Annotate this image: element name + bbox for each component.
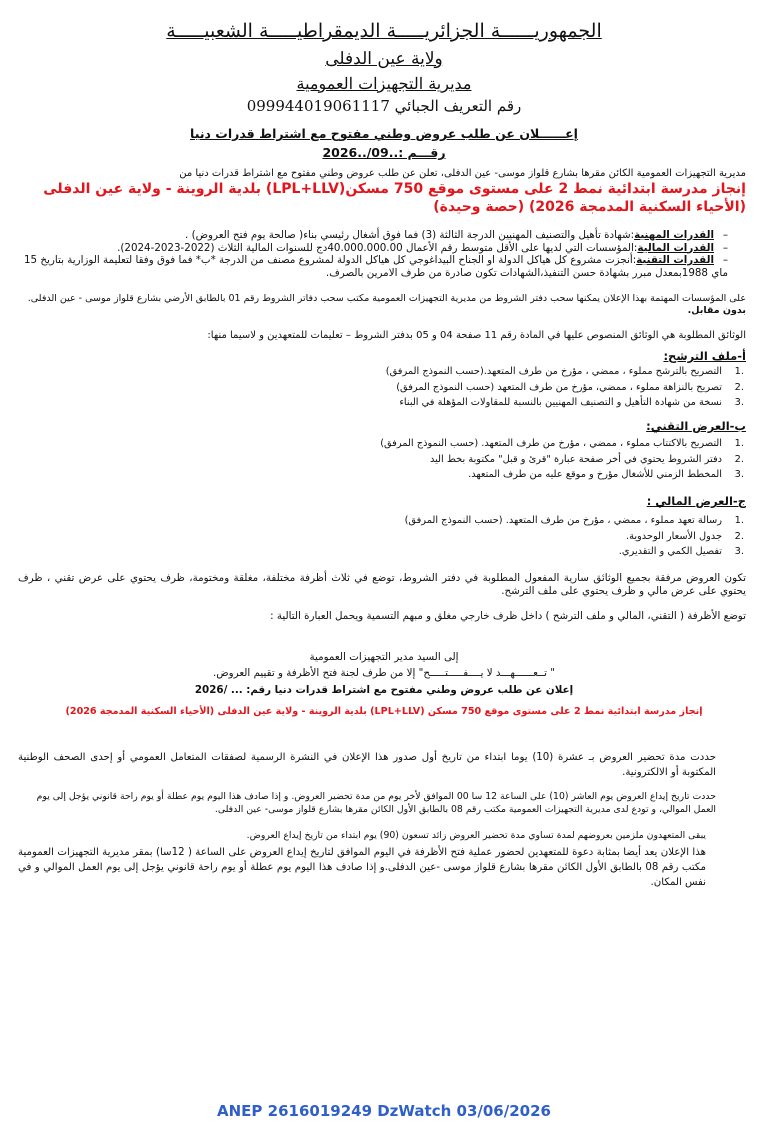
envelope-label-project: إنجاز مدرسة ابتدائية نمط 2 على مستوى موقع 750 مسكن (LPL+LLV) بلدية الروينة - ولاية عين الدفلى (الأحياء السكنية المدمجة 2026) xyxy=(65,706,703,717)
tax-id-value: 099944019061117 xyxy=(246,97,390,115)
notice-title: إعــــــلان عن طلب عروض وطني مفتوح مع اشتراط قدرات دنيا xyxy=(190,126,578,141)
documents-intro: الوثائق المطلوبة هي الوثائق المنصوص عليها في المادة رقم 11 صفحة 04 و 05 بدفتر الشروط – تعليمات للمتعهدين و لاسيما منها: xyxy=(207,330,746,341)
qualification-technical: –القدرات التقنية:أنجزت مشروع كل هياكل الدولة او الجناح البيداغوجي كل هياكل الدولة لمشروع مصنف من الدرجة *ب* فما فوق وفقا لتعليمة الوزارية بتاريخ 15 ماي 1988بمعدل مبرر بشهادة حسن التنفيذ،الشهادات تكون صادرة من طرف الامرين بالصرف. xyxy=(23,254,728,279)
notice-intro: مديرية التجهيزات العمومية الكائن مقرها بشارع قلواز موسى- عين الدفلى، تعلن عن طلب عروض وطني مفتوح مع اشتراط قدرات دنيا من xyxy=(179,168,746,179)
outer-envelope-paragraph: توضع الأظرفة ( التقني، المالي و ملف الترشح ) داخل ظرف خارجي مغلق و مبهم التسمية ويحمل العبارة التالية : xyxy=(270,610,746,622)
envelope-label-line-1: إلى السيد مدير التجهيزات العمومية xyxy=(309,651,459,663)
notice-number: رقـــم :..09/..2026 xyxy=(322,145,446,160)
project-title: إنجاز مدرسة ابتدائية نمط 2 على مستوى موقع 750 مسكن(LPL+LLV) بلدية الروينة - ولاية عين الدفلى (الأحياء السكنية المدمجة 2026) (حصة وحيدة) xyxy=(43,181,746,215)
section-title-technical: ب-العرض التقني: xyxy=(646,419,746,433)
section-list-technical xyxy=(44,436,744,483)
list-item: .1التصريح بالاكتتاب مملوء ، ممضي ، مؤرخ من طرف المتعهد. (حسب النموذج المرفق) xyxy=(380,438,744,449)
section-title-financial: ج-العرض المالي : xyxy=(646,494,746,508)
republic-header: الجمهوريــــــة الجزائريـــــة الديمقراطيـــــة الشعبيـــــة xyxy=(166,20,602,42)
list-item: .3نسخة من شهادة التأهيل و التصنيف المهنيين بالنسبة للمقاولات المؤهلة في البناء xyxy=(399,397,744,408)
envelopes-paragraph: تكون العروض مرفقة بجميع الوثائق سارية المفعول المطلوبة في دفتر الشروط، توضع في ثلاث أظرفة مختلفة، مغلقة ومختومة، ظرف يحتوي على عرض تقني ، ظرف يحتوي على عرض مالي و ظرف يحتوي على ملف الترشح. xyxy=(18,572,746,597)
publication-footer: ANEP 2616019249 DzWatch 03/06/2026 xyxy=(217,1102,551,1120)
section-list-financial xyxy=(44,513,744,560)
list-item: .2تصريح بالنزاهة مملوء ، ممضي، مؤرخ من طرف المتعهد (حسب النموذج المرفق) xyxy=(396,381,744,393)
closing-paragraph-validity: يبقى المتعهدون ملزمين بعروضهم لمدة تساوي مدة تحضير العروض زائد تسعون (90) يوم ابتداء من تاريخ إيداع العروض. xyxy=(246,830,706,841)
directorate-header: مديرية التجهيزات العمومية xyxy=(296,74,472,93)
list-item: .2دفتر الشروط يحتوي في أخر صفحة عبارة "قرئ و قبل" مكتوبة بخط اليد xyxy=(429,453,744,465)
section-title-candidature: أ-ملف الترشح: xyxy=(663,349,746,363)
qualifications-list xyxy=(16,229,728,279)
envelope-label-line-2: " تــعــــــهـــد لا يــــفـــــتـــــح" إلا من طرف لجنة فتح الأظرفة و تقييم العروض. xyxy=(212,667,556,679)
list-item: .1التصريح بالترشح مملوء ، ممضي ، مؤرخ من طرف المتعهد.(حسب النموذج المرفق) xyxy=(385,366,744,377)
wilaya-header: ولاية عين الدفلى xyxy=(325,49,443,69)
qualification-financial: –القدرات المالية:المؤسسات التي لديها على الأقل متوسط رقم الأعمال 40.000.000.00دج للسنوات المالية الثلاث (2022-2023-2024). xyxy=(117,241,728,254)
closing-paragraph-deposit: حددت تاريخ إيداع العروض يوم العاشر (10) على الساعة 12 سا 00 الموافق لأخر يوم من مدة تحضير العروض. و إذا صادف هذا اليوم يوم عطلة أو يوم راحة قانوني يؤجل إلى يوم العمل الموالي، و تودع لدى مديرية التجهيزات العمومية مكتب رقم 08 بالطابق الأول الكائن مقرها بشارع قلواز موسى- عين الدفلى. xyxy=(36,791,716,815)
tax-id-line xyxy=(0,97,768,115)
envelope-label-line-3: إعلان عن طلب عروض وطني مفتوح مع اشتراط قدرات دنيا رقم: ... /2026 xyxy=(194,684,574,696)
free-of-charge: بدون مقابل. xyxy=(687,305,746,316)
tax-id-label: رقم التعريف الجبائي xyxy=(394,97,522,115)
closing-paragraph-opening: هذا الإعلان يعد أيضا بمثابة دعوة للمتعهدين لحضور عملية فتح الأظرفة في اليوم الموافق لتاريخ إيداع العروض على الساعة ( 12سا) بمقر مديرية التجهيزات العمومية مكتب رقم 08 بالطابق الأول الكائن مقرها بشارع قلواز موسى -عين الدفلى.و إذا صادف هذا اليوم يوم عطلة أو يوم راحة قانوني يؤجل إلى يوم العمل الموالي و في نفس المكان. xyxy=(18,847,706,888)
closing-paragraph-deadline: حددت مدة تحضير العروض بـ عشرة (10) يوما ابتداء من تاريخ أول صدور هذا الإعلان في النشرة الرسمية لصفقات المتعامل العمومي أو إحدى الصحف الوطنية المكتوبة أو الالكترونية. xyxy=(18,752,716,778)
list-item: .3المخطط الزمني للأشغال مؤرخ و موقع عليه من طرف المتعهد. xyxy=(468,469,744,480)
withdrawal-note: على المؤسسات المهتمة بهذا الإعلان يمكنها سحب دفتر الشروط من مديرية التجهيزات العمومية مكتب سحب دفاتر الشروط رقم 01 بالطابق الأرضي بشارع قلواز موسى - عين الدفلى. بدون مقابل. xyxy=(27,293,746,316)
list-item: .3تفصيل الكمي و التقديري. xyxy=(618,546,744,557)
list-item: .1رسالة تعهد مملوء ، ممضي ، مؤرخ من طرف المتعهد. (حسب النموذج المرفق) xyxy=(404,515,744,526)
list-item: .2جدول الأسعار الوحدوية. xyxy=(625,530,744,542)
qualification-professional: –القدرات المهنية:شهادة تأهيل والتصنيف المهنيين الدرجة الثالثة (3) فما فوق أشغال رئيسي بناء( صالحة يوم فتح العروض) . xyxy=(185,229,728,241)
section-list-candidature xyxy=(44,364,744,411)
